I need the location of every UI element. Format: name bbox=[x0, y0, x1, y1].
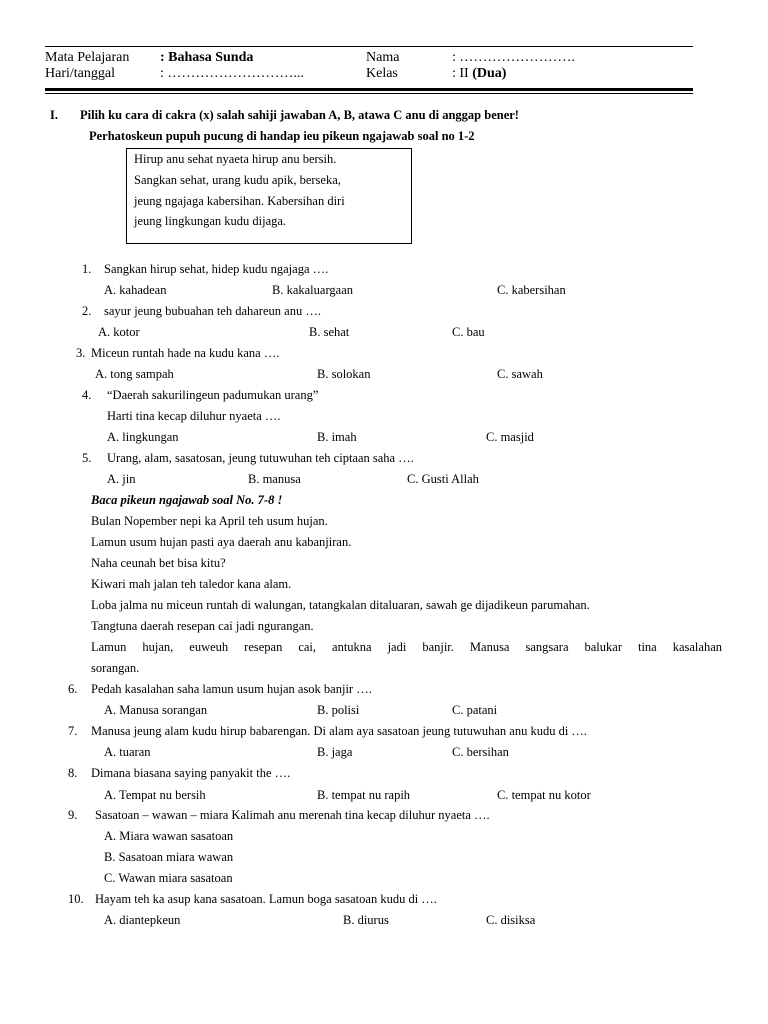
poem-line-2: Sangkan sehat, urang kudu apik, berseka, bbox=[134, 173, 341, 187]
question-number: 5. bbox=[82, 451, 92, 465]
class-value bbox=[452, 66, 506, 82]
option-a: A. lingkungan bbox=[107, 430, 179, 444]
reading-line-6: Tangtuna daerah resepan cai jadi ngurangan. bbox=[91, 619, 314, 633]
question-text: sayur jeung bubuahan teh dahareun anu …. bbox=[104, 304, 321, 318]
option-a: A. Manusa sorangan bbox=[104, 703, 208, 717]
option-c: C. tempat nu kotor bbox=[497, 788, 591, 802]
option-b: B. manusa bbox=[248, 472, 301, 486]
question-number: 1. bbox=[82, 262, 92, 276]
section-number: I. bbox=[50, 108, 58, 122]
question-number: 10. bbox=[68, 892, 84, 906]
date-value: : ………………………... bbox=[160, 66, 304, 81]
option-a: A. tong sampah bbox=[95, 367, 174, 381]
option-c: C. Gusti Allah bbox=[407, 472, 479, 486]
name-value: : ……………………. bbox=[452, 50, 575, 65]
name-label: Nama bbox=[366, 50, 400, 65]
question-number: 9. bbox=[68, 808, 78, 822]
option-c: C. patani bbox=[452, 703, 498, 717]
option-a: A. kahadean bbox=[104, 283, 167, 297]
option-b: B. kakaluargaan bbox=[272, 283, 353, 297]
option-a: A. Tempat nu bersih bbox=[104, 788, 206, 802]
class-value-prefix: : II bbox=[452, 66, 469, 81]
question-text: Hayam teh ka asup kana sasatoan. Lamun boga sasatoan kudu di …. bbox=[95, 892, 437, 906]
option-c: C. bau bbox=[452, 325, 485, 339]
question-text: Pedah kasalahan saha lamun usum hujan asok banjir …. bbox=[91, 682, 372, 696]
reading-line-4: Kiwari mah jalan teh taledor kana alam. bbox=[91, 577, 292, 591]
poem-line-3: jeung ngajaga kabersihan. Kabersihan diri bbox=[134, 194, 345, 208]
option-c: C. bersihan bbox=[452, 745, 509, 759]
option-a: A. kotor bbox=[98, 325, 140, 339]
question-text: Miceun runtah hade na kudu kana …. bbox=[91, 346, 280, 360]
header-bottom-rule-thin bbox=[45, 93, 693, 94]
subject-value: : Bahasa Sunda bbox=[160, 50, 254, 65]
poem-line-4: jeung lingkungan kudu dijaga. bbox=[134, 214, 287, 228]
option-b: B. jaga bbox=[317, 745, 353, 759]
reading-heading: Baca pikeun ngajawab soal No. 7-8 ! bbox=[91, 493, 283, 507]
option-b: B. polisi bbox=[317, 703, 360, 717]
option-a: A. tuaran bbox=[104, 745, 151, 759]
reading-line-1: Bulan Nopember nepi ka April teh usum hujan. bbox=[91, 514, 328, 528]
question-number: 7. bbox=[68, 724, 78, 738]
question-text-2: Harti tina kecap diluhur nyaeta …. bbox=[107, 409, 281, 423]
option-a: A. Miara wawan sasatoan bbox=[104, 829, 234, 843]
option-c: C. kabersihan bbox=[497, 283, 566, 297]
reading-line-3: Naha ceunah bet bisa kitu? bbox=[91, 556, 226, 570]
option-b: B. imah bbox=[317, 430, 357, 444]
date-label: Hari/tanggal bbox=[45, 66, 115, 81]
question-number: 2. bbox=[82, 304, 92, 318]
question-text: Manusa jeung alam kudu hirup babarengan. Di alam aya sasatoan jeung tutuwuhan anu kudu di …. bbox=[91, 724, 588, 738]
question-number: 8. bbox=[68, 766, 78, 780]
section-instruction: Pilih ku cara di cakra (x) salah sahiji jawaban A, B, atawa C anu di anggap bener! bbox=[80, 108, 519, 122]
class-value-bold: (Dua) bbox=[472, 66, 507, 81]
poem-line-1: Hirup anu sehat nyaeta hirup anu bersih. bbox=[134, 152, 337, 166]
section-subinstruction: Perhatoskeun pupuh pucung di handap ieu pikeun ngajawab soal no 1-2 bbox=[89, 129, 475, 143]
option-b: B. diurus bbox=[343, 913, 389, 927]
reading-line-5: Loba jalma nu miceun runtah di walungan, tatangkalan ditaluaran, sawah ge dijadikeun parumahan. bbox=[91, 598, 590, 612]
question-number: 3. bbox=[76, 346, 86, 360]
option-c: C. Wawan miara sasatoan bbox=[104, 871, 233, 885]
subject-label: Mata Pelajaran bbox=[45, 50, 130, 65]
option-c: C. disiksa bbox=[486, 913, 536, 927]
question-number: 6. bbox=[68, 682, 78, 696]
reading-line-8: sorangan. bbox=[91, 661, 140, 675]
class-label: Kelas bbox=[366, 66, 398, 81]
option-b: B. solokan bbox=[317, 367, 371, 381]
question-text: Urang, alam, sasatosan, jeung tutuwuhan teh ciptaan saha …. bbox=[107, 451, 414, 465]
question-text: Sangkan hirup sehat, hidep kudu ngajaga …. bbox=[104, 262, 329, 276]
option-a: A. diantepkeun bbox=[104, 913, 181, 927]
question-text: “Daerah sakurilingeun padumukan urang” bbox=[107, 388, 319, 402]
reading-line-7: Lamun hujan, euweuh resepan cai, antukna jadi banjir. Manusa sangsara balukar tina kasalahan bbox=[91, 640, 722, 654]
question-text: Dimana biasana saying panyakit the …. bbox=[91, 766, 291, 780]
question-number: 4. bbox=[82, 388, 92, 402]
option-a: A. jin bbox=[107, 472, 136, 486]
option-b: B. tempat nu rapih bbox=[317, 788, 411, 802]
question-text: Sasatoan – wawan – miara Kalimah anu merenah tina kecap diluhur nyaeta …. bbox=[95, 808, 490, 822]
option-b: B. Sasatoan miara wawan bbox=[104, 850, 234, 864]
option-c: C. sawah bbox=[497, 367, 543, 381]
option-c: C. masjid bbox=[486, 430, 534, 444]
option-b: B. sehat bbox=[309, 325, 350, 339]
header-top-rule bbox=[45, 46, 693, 47]
reading-line-2: Lamun usum hujan pasti aya daerah anu kabanjiran. bbox=[91, 535, 352, 549]
header-bottom-rule-thick bbox=[45, 88, 693, 91]
